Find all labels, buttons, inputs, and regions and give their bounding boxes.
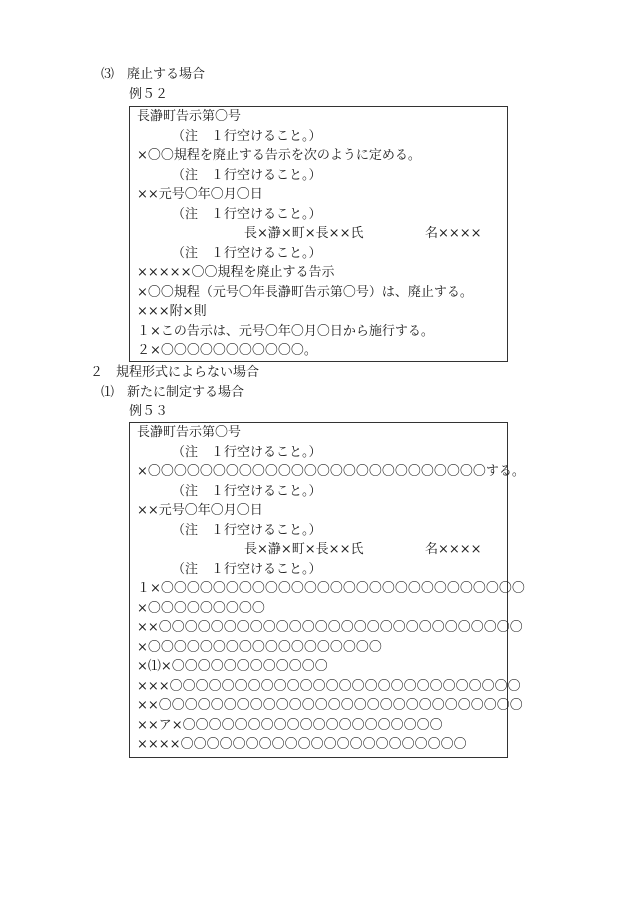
section-2-heading: ２ 規程形式によらない場合 [90,365,260,380]
provision-item-2: ２×〇〇〇〇〇〇〇〇〇〇〇。 [137,343,317,358]
signer-line [244,226,482,242]
body-line: １×〇〇〇〇〇〇〇〇〇〇〇〇〇〇〇〇〇〇〇〇〇〇〇〇〇〇〇〇 [137,581,525,596]
body-line: ×〇〇〇〇〇〇〇〇〇〇〇〇〇〇〇〇〇〇 [137,640,382,655]
blank-line-note: （注 １行空けること。） [172,168,322,183]
blank-line-note: （注 １行空けること。） [172,246,322,261]
body-line: ×〇〇〇〇〇〇〇〇〇 [137,601,265,616]
provision-item-1: １×この告示は、元号〇年〇月〇日から施行する。 [137,324,434,339]
signer-name: 名×××× [425,542,482,557]
body-line: ××ア×〇〇〇〇〇〇〇〇〇〇〇〇〇〇〇〇〇〇〇〇 [137,718,443,733]
signer-title: 長×瀞×町×長××氏 [244,226,364,241]
blank-line-note: （注 １行空けること。） [172,484,322,499]
body-line: ×⑴×〇〇〇〇〇〇〇〇〇〇〇〇 [137,659,328,674]
notice-intro: ×〇〇〇〇〇〇〇〇〇〇〇〇〇〇〇〇〇〇〇〇〇〇〇〇〇〇する。 [137,464,525,479]
notice-title: ×××××〇〇規程を廃止する告示 [137,265,335,280]
notice-intro: ×〇〇規程を廃止する告示を次のように定める。 [137,148,421,163]
section-3-heading: ⑶ 廃止する場合 [101,67,206,82]
body-line: ×××〇〇〇〇〇〇〇〇〇〇〇〇〇〇〇〇〇〇〇〇〇〇〇〇〇〇〇 [137,679,521,694]
section-2-1-heading: ⑴ 新たに制定する場合 [101,385,245,400]
blank-line-note: （注 １行空けること。） [172,129,322,144]
body-line: ××〇〇〇〇〇〇〇〇〇〇〇〇〇〇〇〇〇〇〇〇〇〇〇〇〇〇〇〇 [137,620,523,635]
signer-line [244,542,482,558]
blank-line-note: （注 １行空けること。） [172,207,322,222]
signer-title: 長×瀞×町×長××氏 [244,542,364,557]
body-line: ××〇〇〇〇〇〇〇〇〇〇〇〇〇〇〇〇〇〇〇〇〇〇〇〇〇〇〇〇 [137,698,523,713]
example-53-box [129,422,525,758]
signer-name: 名×××× [425,226,482,241]
blank-line-note: （注 １行空けること。） [172,523,322,538]
blank-line-note: （注 １行空けること。） [172,562,322,577]
blank-line-note: （注 １行空けること。） [172,445,322,460]
notice-number: 長瀞町告示第〇号 [137,425,242,440]
notice-date: ××元号〇年〇月〇日 [137,503,263,518]
supplementary-provisions: ×××附×則 [137,304,207,319]
notice-body: ×〇〇規程（元号〇年長瀞町告示第〇号）は、廃止する。 [137,285,473,300]
example-52-box [129,106,508,362]
body-line: ××××〇〇〇〇〇〇〇〇〇〇〇〇〇〇〇〇〇〇〇〇〇〇 [137,737,467,752]
notice-date: ××元号〇年〇月〇日 [137,187,263,202]
example-52-label: 例５２ [129,87,169,102]
notice-number: 長瀞町告示第〇号 [137,109,242,124]
example-53-label: 例５３ [129,404,169,419]
